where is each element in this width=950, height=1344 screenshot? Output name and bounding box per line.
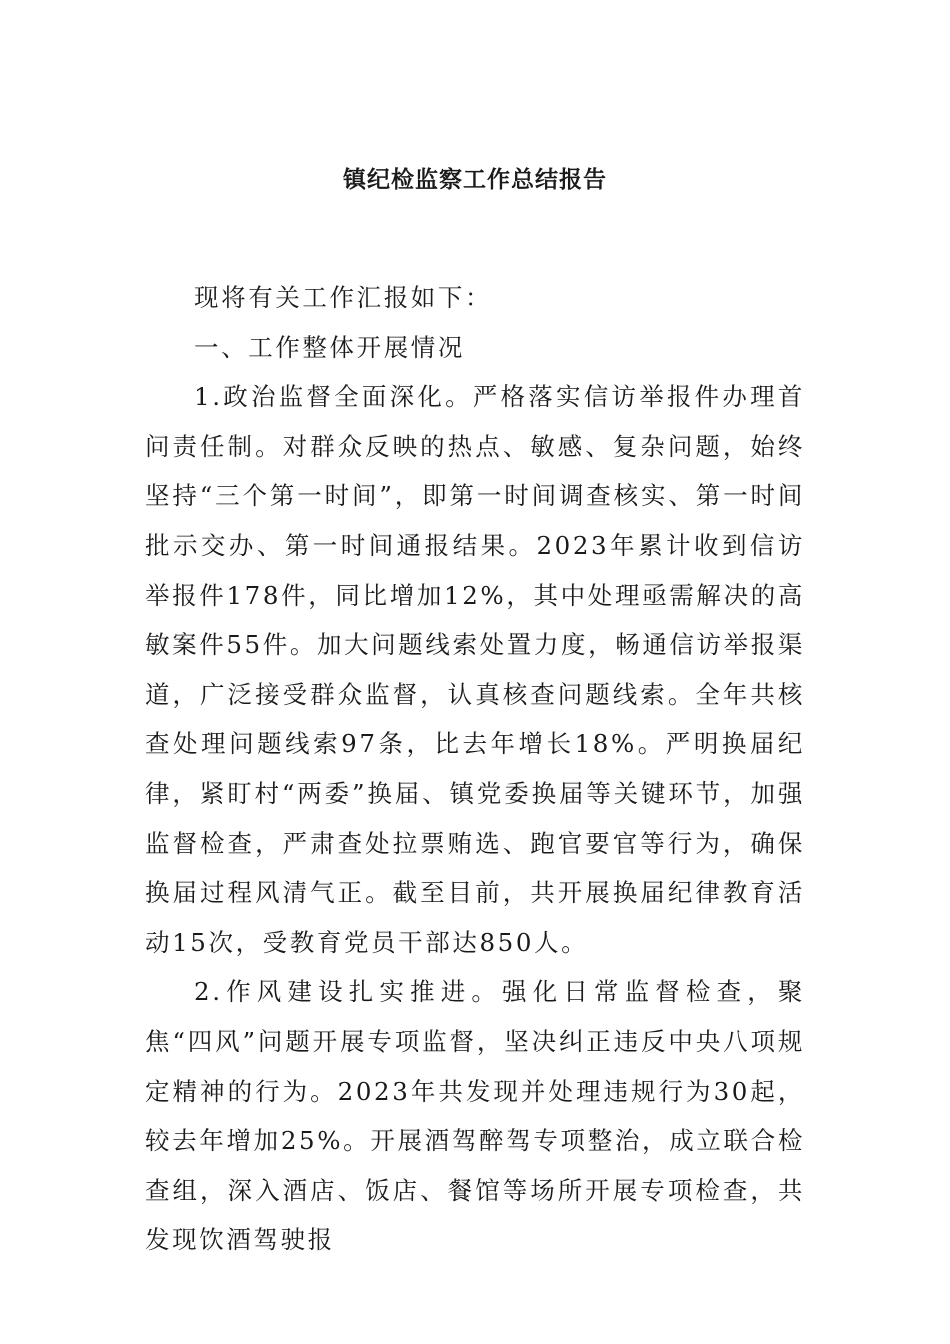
document-body [145,273,805,1265]
political-supervision-paragraph: 1.政治监督全面深化。严格落实信访举报件办理首问责任制。对群众反映的热点、敏感、复杂问题，始终坚持“三个第一时间”，即第一时间调查核实、第一时间批示交办、第一时间通报结果。2023年累计收到信访举报件178件，同比增加12%，其中处理亟需解决的高敏案件55件。加大问题线索处置力度，畅通信访举报渠道，广泛接受群众监督，认真核查问题线索。全年共核查处理问题线索97条，比去年增长18%。严明换届纪律，紧盯村“两委”换届、镇党委换届等关键环节，加强监督检查，严肃查处拉票贿选、跑官要官等行为，确保换届过程风清气正。截至目前，共开展换届纪律教育活动15次，受教育党员干部达850人。 [145,382,805,957]
document-title: 镇纪检监察工作总结报告 [343,166,607,193]
intro-paragraph: 现将有关工作汇报如下： [194,283,493,312]
work-style-paragraph: 2.作风建设扎实推进。强化日常监督检查，聚焦“四风”问题开展专项监督，坚决纠正违反中央八项规定精神的行为。2023年共发现并处理违规行为30起，较去年增加25%。开展酒驾醉驾专项整治，成立联合检查组，深入酒店、饭店、餐馆等场所开展专项检查，共发现饮酒驾驶报 [145,977,805,1255]
section-heading: 一、工作整体开展情况 [194,332,465,362]
